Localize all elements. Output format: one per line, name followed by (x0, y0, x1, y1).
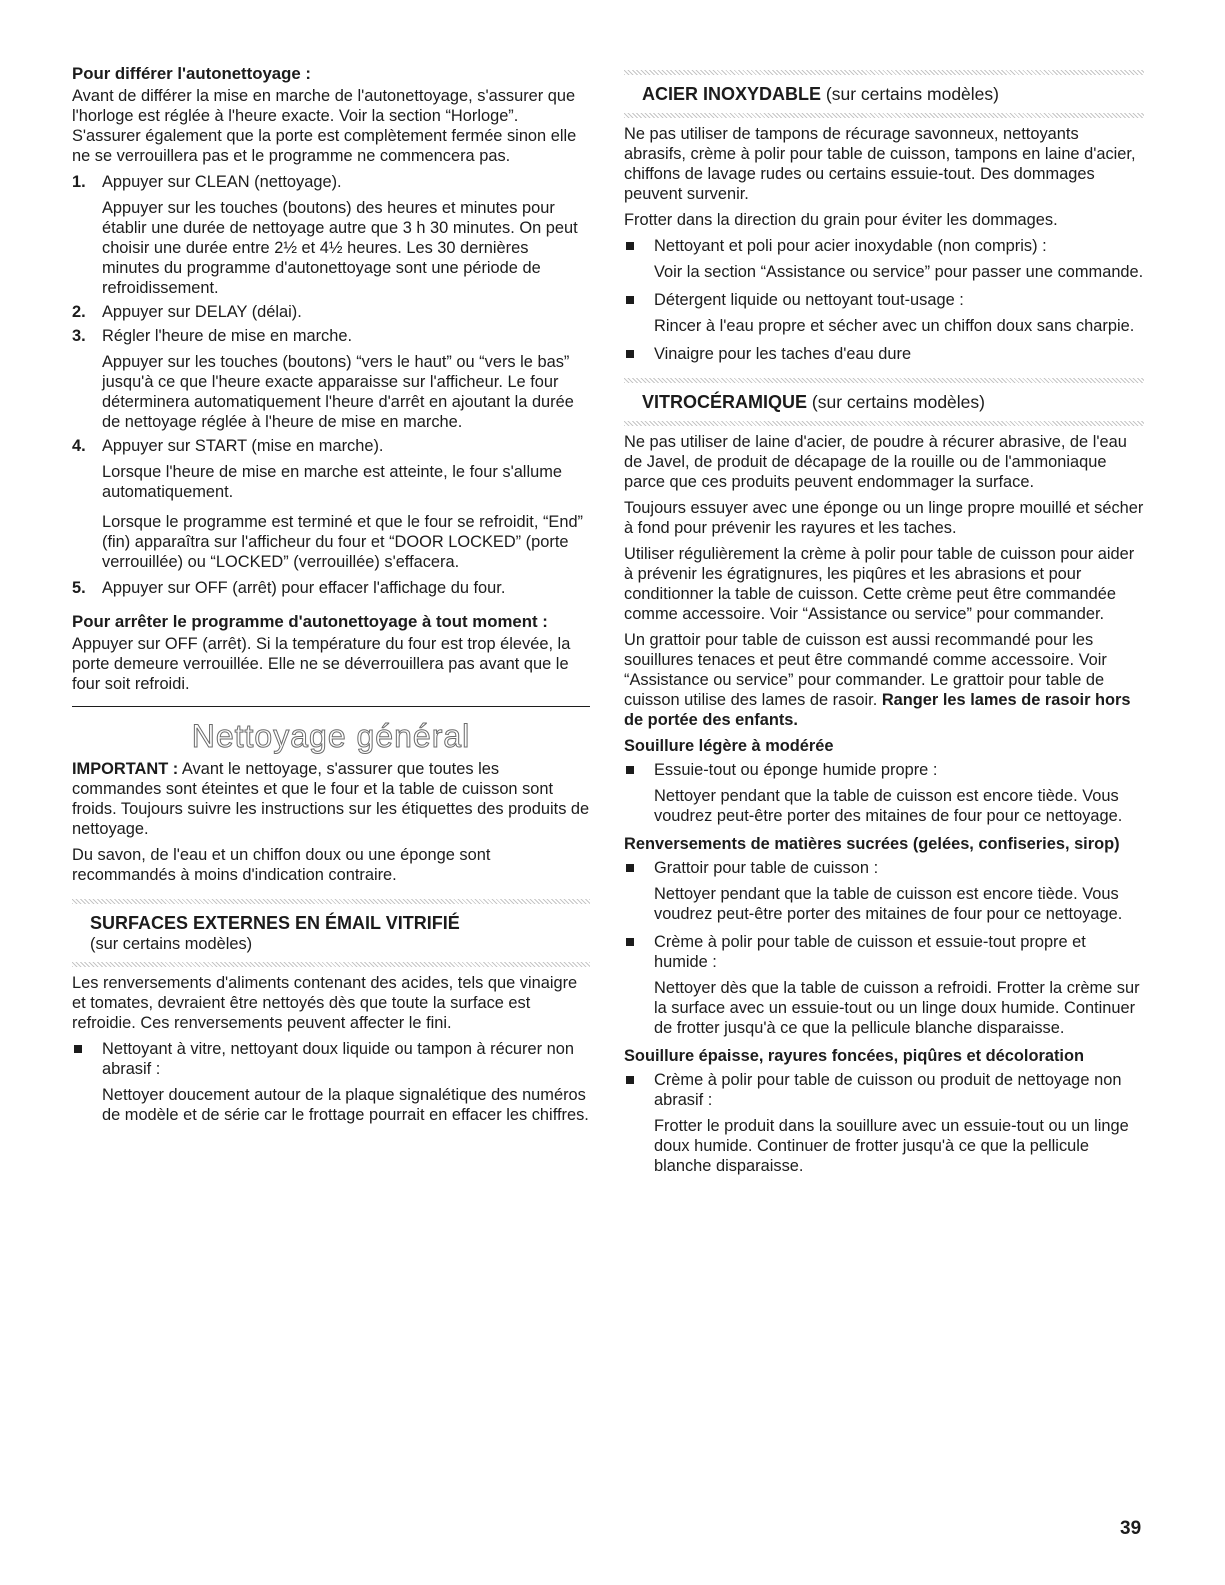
bullet-detail: Nettoyer pendant que la table de cuisson est encore tiède. Vous voudrez peut-être porter des mitaines de four pour ce nettoyage. (654, 787, 1123, 825)
ceramic-subtitle: (sur certains modèles) (807, 392, 985, 412)
steel-text-1: Ne pas utiliser de tampons de récurage savonneux, nettoyants abrasifs, crème à polir pour table de cuisson, tampons en laine d'acier, chiffons de lavage rudes ou certains essuie-tout. Des dommages peuvent survenir. (624, 125, 1136, 203)
bullet-text: Essuie-tout ou éponge humide propre : (654, 761, 938, 779)
band-top (72, 899, 590, 904)
page-number: 39 (1120, 1518, 1142, 1539)
step-detail: Appuyer sur les touches (boutons) des heures et minutes pour établir une durée de nettoyage autre que 3 h 30 minutes. On peut choisir une durée entre 2½ et 4½ heures. Les 30 dernières minutes du programme d'autonettoyage sont une période de refroidissement. (102, 199, 578, 297)
bullet-detail: Nettoyer pendant que la table de cuisson est encore tiède. Vous voudrez peut-être porter des mitaines de four pour ce nettoyage. (654, 885, 1123, 923)
steps-list (72, 172, 590, 598)
bullet-detail: Nettoyer dès que la table de cuisson a refroidi. Frotter la crème sur la surface avec un essuie-tout ou un linge doux humide. Continuer de frotter jusqu'à ce que la pellicule blanche disparaisse. (654, 979, 1140, 1037)
bullet-detail: Rincer à l'eau propre et sécher avec un chiffon doux sans charpie. (654, 317, 1135, 335)
enamel-header (72, 910, 590, 956)
bullet-square-icon (624, 344, 654, 364)
right-column (624, 70, 1144, 1184)
bullet-item (624, 760, 1144, 780)
left-column (72, 64, 590, 1133)
enamel-title: SURFACES EXTERNES EN ÉMAIL VITRIFIÉ (90, 913, 460, 933)
ceramic-title: VITROCÉRAMIQUE (642, 392, 808, 412)
ceramic-text-4-plain: Un grattoir pour table de cuisson est aussi recommandé pour les souillures tenaces et peut être commandé comme accessoire. Voir “Assistance ou service” pour commander. Le grattoir pour table de cuisson utilise des lames de rasoir. (624, 631, 1107, 709)
bullet-detail: Nettoyer doucement autour de la plaque signalétique des numéros de modèle et de série car le frottage pourrait en effacer les chiffres. (102, 1086, 589, 1124)
soap-note: Du savon, de l'eau et un chiffon doux ou une éponge sont recommandés à moins d'indication contraire. (72, 846, 491, 884)
bullet-text: Crème à polir pour table de cuisson ou produit de nettoyage non abrasif : (654, 1071, 1122, 1109)
step-item (72, 578, 590, 598)
bullet-text: Vinaigre pour les taches d'eau dure (654, 345, 912, 363)
stop-clean-text: Appuyer sur OFF (arrêt). Si la température du four est trop élevée, la porte demeure verrouillée. Elle ne se déverrouillera pas avant que le four soit refroidi. (72, 635, 571, 693)
section-divider (72, 706, 590, 707)
step-number: 4. (72, 437, 86, 455)
step-item (72, 326, 590, 432)
bullet-text: Grattoir pour table de cuisson : (654, 859, 879, 877)
step-text: Appuyer sur START (mise en marche). (102, 437, 384, 455)
ceramic-text-1: Ne pas utiliser de laine d'acier, de poudre à récurer abrasive, de l'eau de Javel, de produit de décapage de la rouille ou de l'ammoniaque parce que ces produits peuvent endommager la surface. (624, 433, 1127, 491)
stop-clean-heading: Pour arrêter le programme d'autonettoyage à tout moment : (72, 612, 548, 631)
step-number: 5. (72, 579, 86, 597)
step-text: Appuyer sur CLEAN (nettoyage). (102, 173, 342, 191)
ceramic-header (624, 389, 1144, 415)
enamel-text: Les renversements d'aliments contenant des acides, tels que vinaigre et tomates, devraient être nettoyés dès que toute la surface est refroidie. Ces renversements peuvent affecter le fini. (72, 974, 578, 1032)
light-soil-heading: Souillure légère à modérée (624, 737, 834, 755)
bullet-text: Nettoyant et poli pour acier inoxydable (non compris) : (654, 237, 1047, 255)
step-number: 2. (72, 303, 86, 321)
heavy-soil-heading: Souillure épaisse, rayures foncées, piqûres et décoloration (624, 1047, 1085, 1065)
ceramic-text-4 (624, 630, 1144, 730)
step-number: 1. (72, 173, 86, 191)
bullet-item (624, 290, 1144, 310)
steel-title: ACIER INOXYDABLE (642, 84, 822, 104)
ceramic-text-3: Utiliser régulièrement la crème à polir pour table de cuisson pour aider à prévenir les égratignures, les piqûres et les abrasions et pour conditionner la table de cuisson. Cette crème peut être commandée comme accessoire. Voir “Assistance ou service” pour commander. (624, 545, 1135, 623)
step-item (72, 302, 590, 322)
step-item (72, 436, 590, 572)
important-label: IMPORTANT : (72, 760, 179, 778)
ceramic-text-2: Toujours essuyer avec une éponge ou un linge propre mouillé et sécher à fond pour prévenir les rayures et les taches. (624, 499, 1144, 537)
bullet-text: Crème à polir pour table de cuisson et essuie-tout propre et humide : (654, 933, 1086, 971)
steel-header (624, 81, 1144, 107)
bullet-square-icon (72, 1039, 102, 1079)
bullet-item (624, 932, 1144, 972)
ceramic-warning: Ranger les lames de rasoir hors de portée des enfants. (624, 691, 1131, 729)
step-detail: Lorsque l'heure de mise en marche est atteinte, le four s'allume automatiquement. (102, 463, 562, 501)
sugar-spill-heading: Renversements de matières sucrées (gelées, confiseries, sirop) (624, 835, 1120, 853)
step-detail: Lorsque le programme est terminé et que le four se refroidit, “End” (fin) apparaîtra sur l'afficheur du four et “DOOR LOCKED” (porte verrouillée) ou “LOCKED” (verrouillée) s'effacera. (102, 513, 584, 571)
enamel-subtitle: (sur certains modèles) (90, 935, 253, 953)
steel-text-2: Frotter dans la direction du grain pour éviter les dommages. (624, 211, 1058, 229)
bullet-square-icon (624, 290, 654, 310)
section-title: Nettoyage général (191, 718, 471, 754)
step-number: 3. (72, 327, 86, 345)
bullet-text: Nettoyant à vitre, nettoyant doux liquide ou tampon à récurer non abrasif : (102, 1040, 574, 1078)
bullet-item (72, 1039, 590, 1079)
step-text: Régler l'heure de mise en marche. (102, 327, 353, 345)
bullet-detail: Voir la section “Assistance ou service” pour passer une commande. (654, 263, 1144, 281)
important-text: Avant le nettoyage, s'assurer que toutes les commandes sont éteintes et que le four et la table de cuisson sont froids. Toujours suivre les instructions sur les étiquettes des produits de nettoyage. (72, 760, 590, 838)
bullet-text: Détergent liquide ou nettoyant tout-usage : (654, 291, 964, 309)
bullet-detail: Frotter le produit dans la souillure avec un essuie-tout ou un linge doux humide. Continuer de frotter jusqu'à ce que la pellicule blanche disparaisse. (654, 1117, 1129, 1175)
steel-subtitle: (sur certains modèles) (821, 84, 999, 104)
band-bottom (72, 962, 590, 967)
bullet-item (624, 236, 1144, 256)
band-top (624, 70, 1144, 75)
band-top (624, 378, 1144, 383)
important-note (72, 759, 590, 839)
delay-clean-intro: Avant de différer la mise en marche de l'autonettoyage, s'assurer que l'horloge est réglée à l'heure exacte. Voir la section “Horloge”. S'assurer également que la porte est complètement fermée sinon elle ne se verrouillera pas et le programme ne commencera pas. (72, 87, 577, 165)
bullet-item (624, 1070, 1144, 1110)
bullet-square-icon (624, 1070, 654, 1110)
bullet-square-icon (624, 858, 654, 878)
band-bottom (624, 113, 1144, 118)
band-bottom (624, 421, 1144, 426)
step-text: Appuyer sur OFF (arrêt) pour effacer l'affichage du four. (102, 579, 506, 597)
bullet-item (624, 858, 1144, 878)
step-text: Appuyer sur DELAY (délai). (102, 303, 302, 321)
step-detail: Appuyer sur les touches (boutons) “vers le haut” ou “vers le bas” jusqu'à ce que l'heure exacte apparaisse sur l'afficheur. Le four déterminera automatiquement l'heure d'arrêt en ajoutant la durée de nettoyage réglée à l'heure de mise en marche. (102, 353, 574, 431)
delay-clean-heading: Pour différer l'autonettoyage : (72, 64, 311, 83)
bullet-square-icon (624, 236, 654, 256)
bullet-item (624, 344, 1144, 364)
step-item (72, 172, 590, 298)
bullet-square-icon (624, 760, 654, 780)
bullet-square-icon (624, 932, 654, 972)
